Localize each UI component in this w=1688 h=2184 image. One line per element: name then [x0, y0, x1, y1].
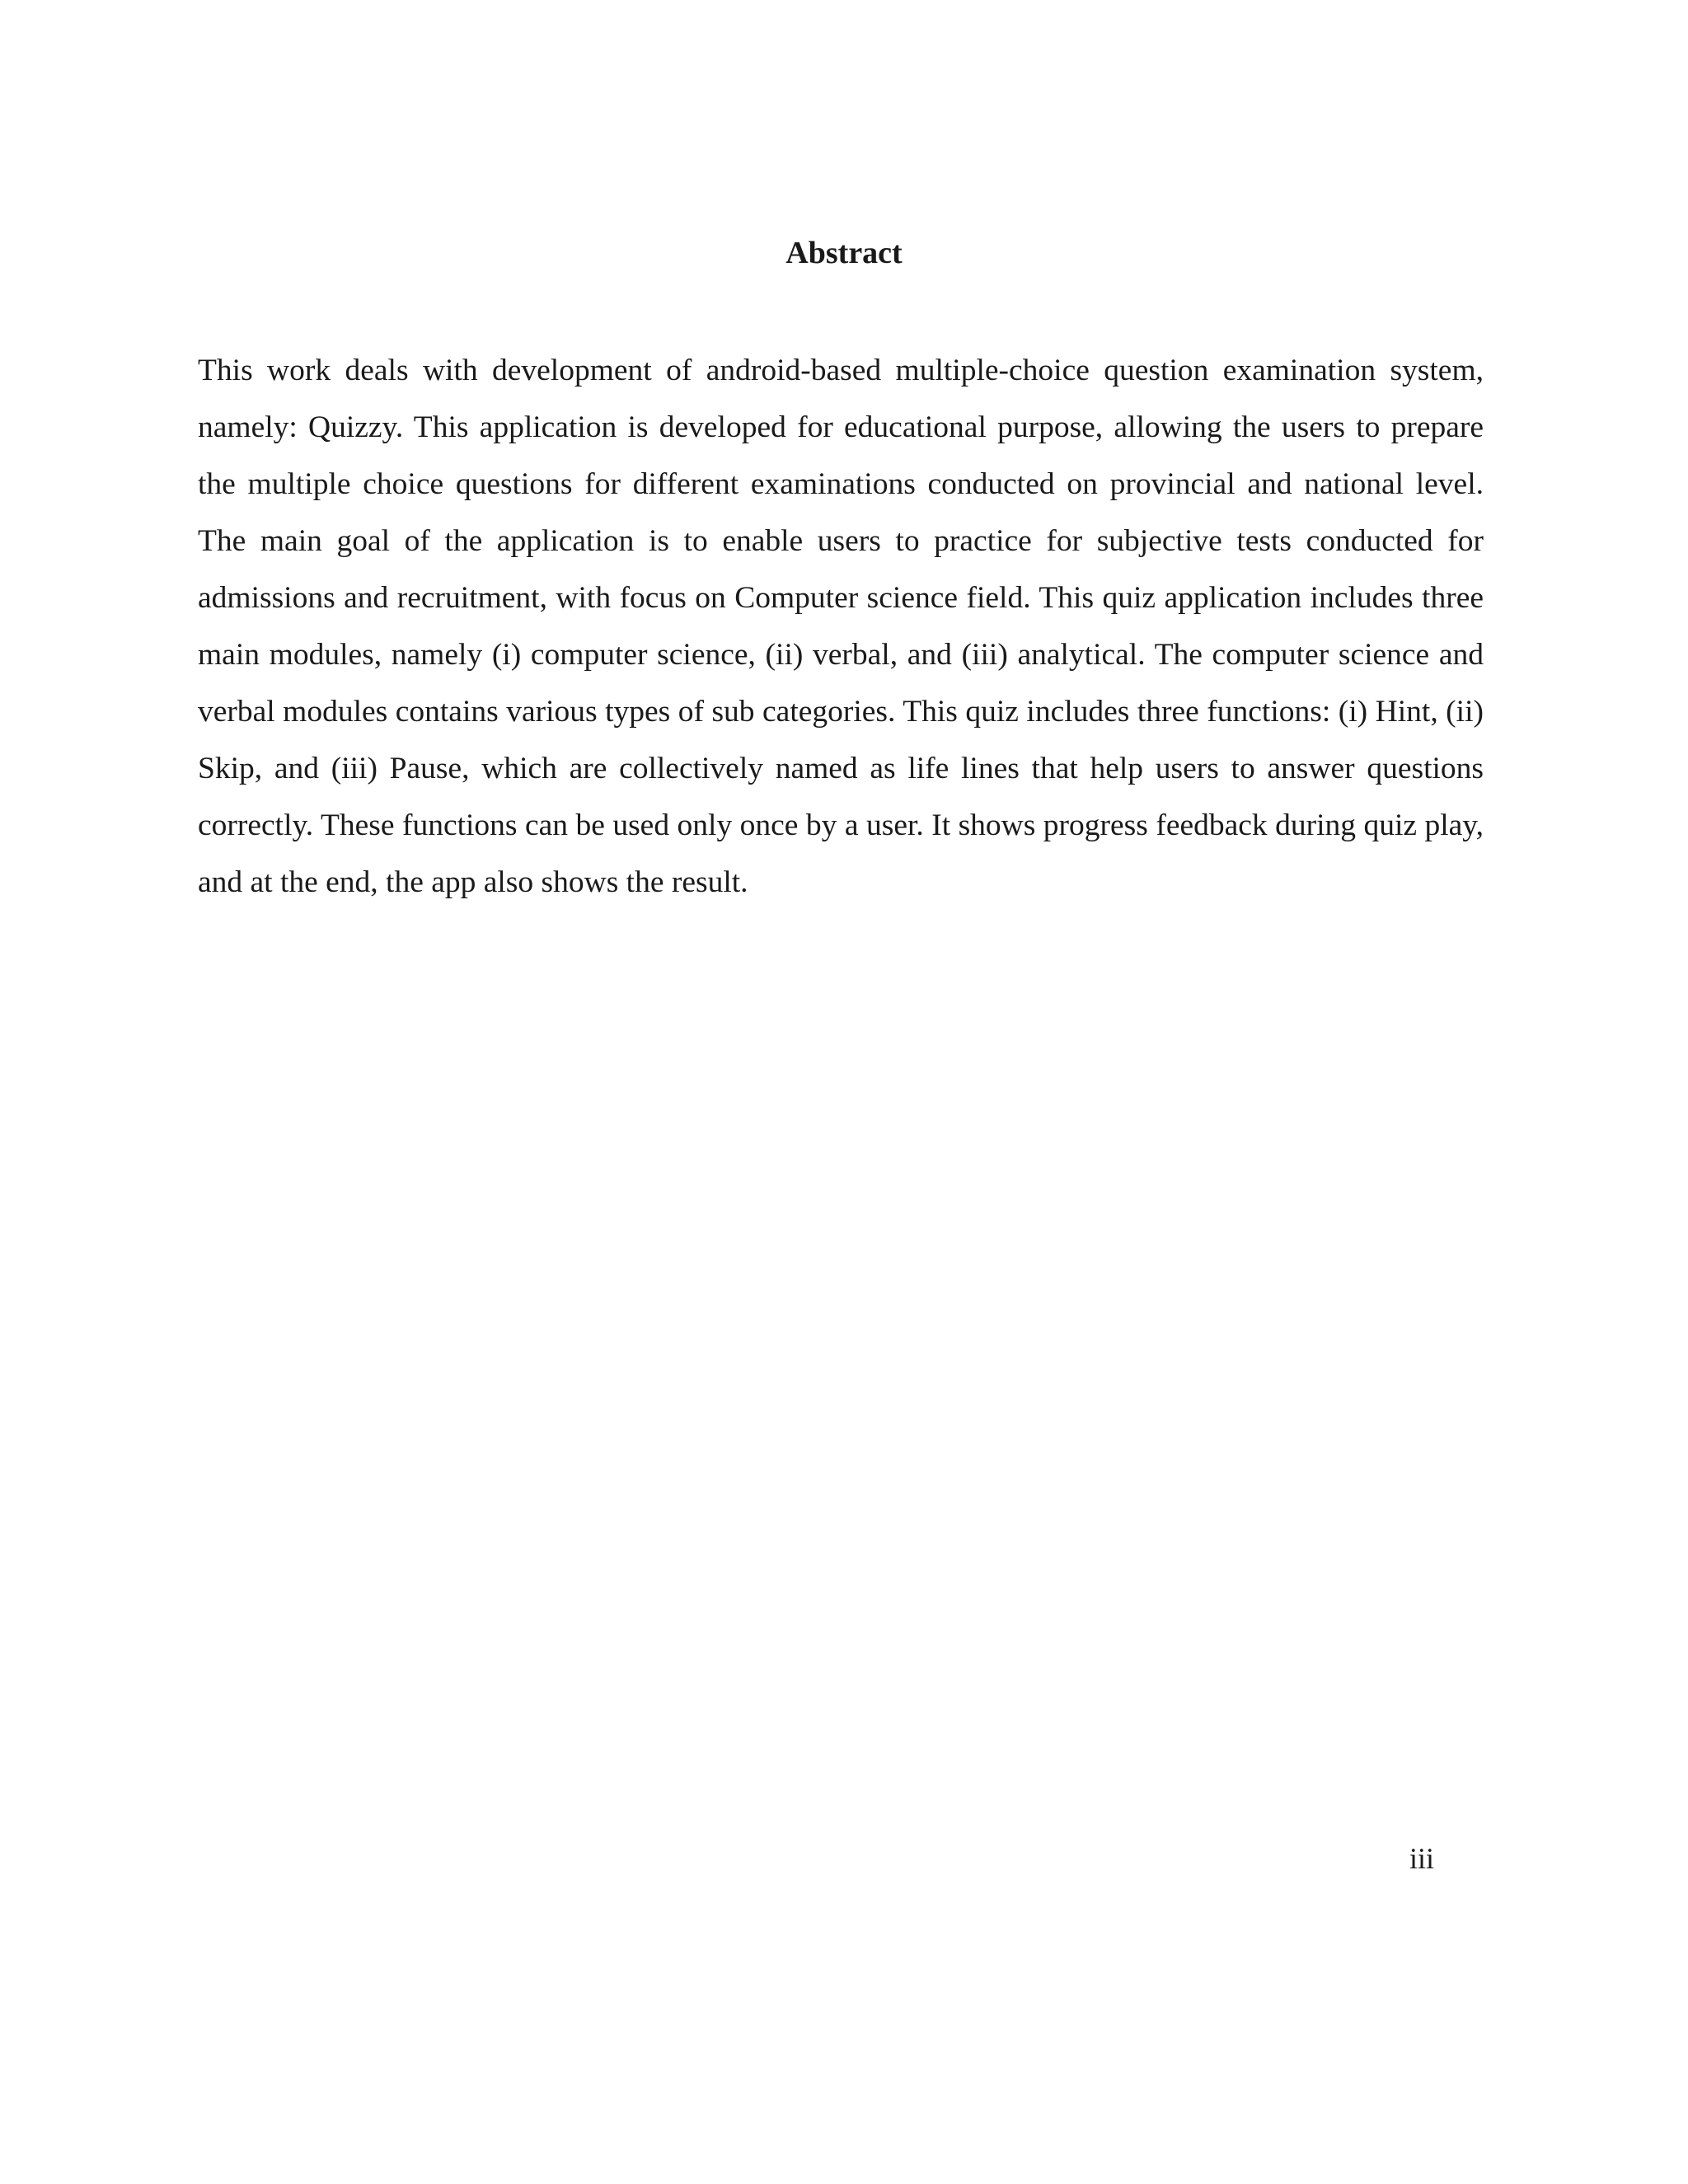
abstract-paragraph: This work deals with development of android-based multiple-choice question examination system, namely: Quizzy. This application is developed for educational purpose, allowing the users to prepare the multiple choice questions for different examinations conducted on provincial and national level. The main goal of the application is to enable users to practice for subjective tests conducted for admissions and recruitment, with focus on Computer science field. This quiz application includes three main modules, namely (i) computer science, (ii) verbal, and (iii) analytical. The computer science and verbal modules contains various types of sub categories. This quiz includes three functions: (i) Hint, (ii) Skip, and (iii) Pause, which are collectively named as life lines that help users to answer questions correctly. These functions can be used only once by a user. It shows progress feedback during quiz play, and at the end, the app also shows the result.: [198, 354, 1484, 899]
page-number: iii: [1409, 1842, 1434, 1875]
abstract-heading: Abstract: [785, 236, 903, 270]
